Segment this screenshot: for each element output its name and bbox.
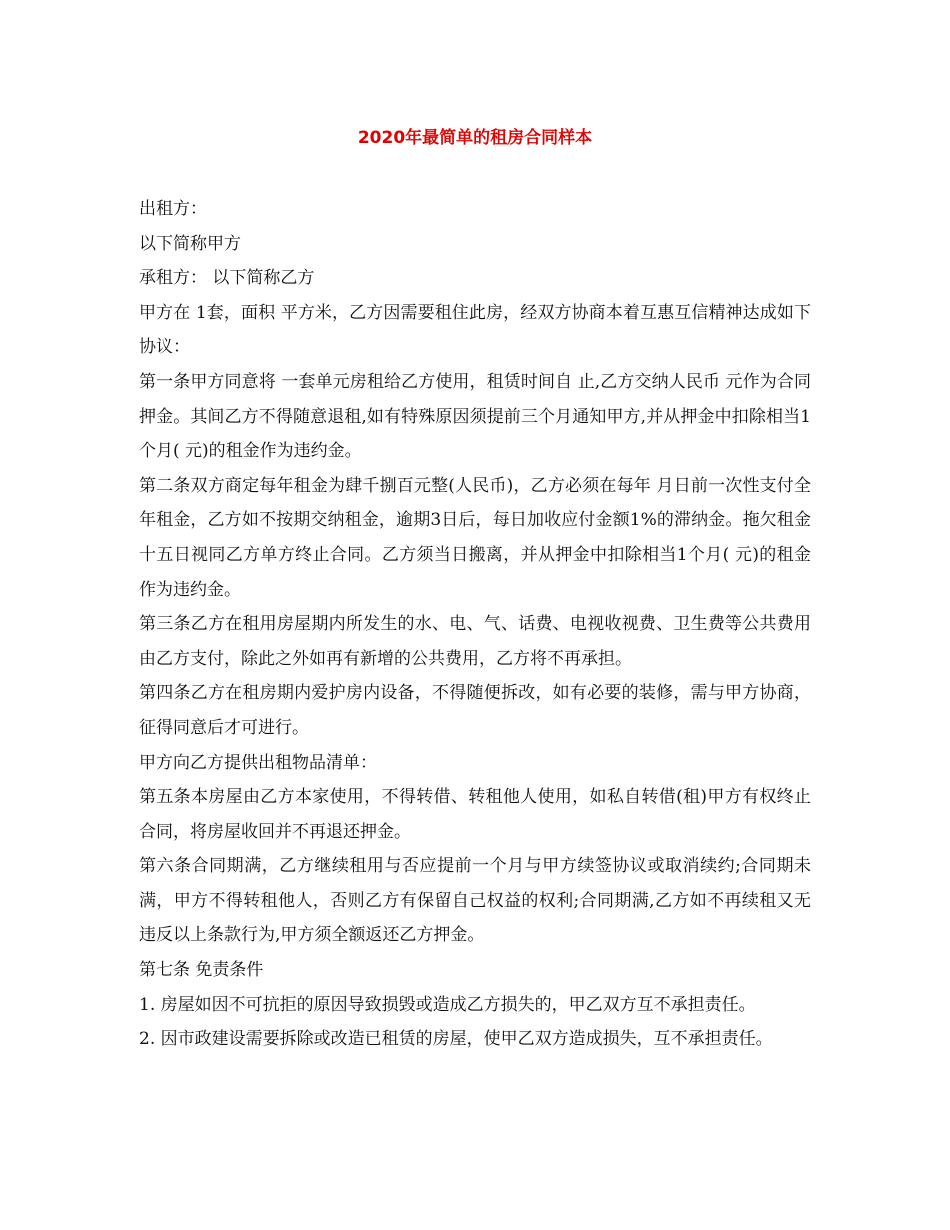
paragraph-article-1: 第一条甲方同意将 一套单元房租给乙方使用，租赁时间自 止,乙方交纳人民币 元作为合同押金。其间乙方不得随意退租,如有特殊原因须提前三个月通知甲方,并从押金中扣除相当1个月( 元)的租金作为违约金。 <box>139 371 811 462</box>
paragraph-article-4: 第四条乙方在租房期内爱护房内设备，不得随便拆改，如有必要的装修，需与甲方协商，征得同意后才可进行。 <box>139 683 811 738</box>
paragraph-article-5: 第五条本房屋由乙方本家使用，不得转借、转租他人使用，如私自转借(租)甲方有权终止合同，将房屋收回并不再退还押金。 <box>139 787 811 842</box>
paragraph-article-7-heading: 第七条 免责条件 <box>139 960 264 981</box>
paragraph-item-list: 甲方向乙方提供出租物品清单： <box>139 752 377 773</box>
paragraph-article-2: 第二条双方商定每年租金为肆千捌百元整(人民币)，乙方必须在每年 月日前一次性支付全年租金，乙方如不按期交纳租金，逾期3日后，每日加收应付金额1%的滞纳金。拖欠租金十五日视同乙方单方终止合同。乙方须当日搬离，并从押金中扣除相当1个月( 元)的租金作为违约金。 <box>139 475 811 600</box>
paragraph-article-6: 第六条合同期满，乙方继续租用与否应提前一个月与甲方续签协议或取消续约;合同期未满，甲方不得转租他人，否则乙方有保留自己权益的权利;合同期满,乙方如不再续租又无违反以上条款行为,甲方须全额返还乙方押金。 <box>139 856 811 946</box>
paragraph-lessor-alias: 以下简称甲方 <box>139 233 241 254</box>
paragraph-lessor: 出租方： <box>139 199 207 219</box>
paragraph-article-3: 第三条乙方在租用房屋期内所发生的水、电、气、话费、电视收视费、卫生费等公共费用由乙方支付，除此之外如再有新增的公共费用，乙方将不再承担。 <box>139 614 811 669</box>
document-body <box>139 192 811 1057</box>
paragraph-preamble: 甲方在 1套，面积 平方米，乙方因需要租住此房，经双方协商本着互惠互信精神达成如下协议： <box>139 302 811 358</box>
document-title: 2020年最简单的租房合同样本 <box>357 128 593 148</box>
paragraph-lessee: 承租方： 以下简称乙方 <box>139 268 315 289</box>
paragraph-exemption-2: 2. 因市政建设需要拆除或改造已租赁的房屋，使甲乙双方造成损失，互不承担责任。 <box>139 1029 773 1050</box>
paragraph-exemption-1: 1. 房屋如因不可抗拒的原因导致损毁或造成乙方损失的，甲乙双方互不承担责任。 <box>139 994 756 1015</box>
